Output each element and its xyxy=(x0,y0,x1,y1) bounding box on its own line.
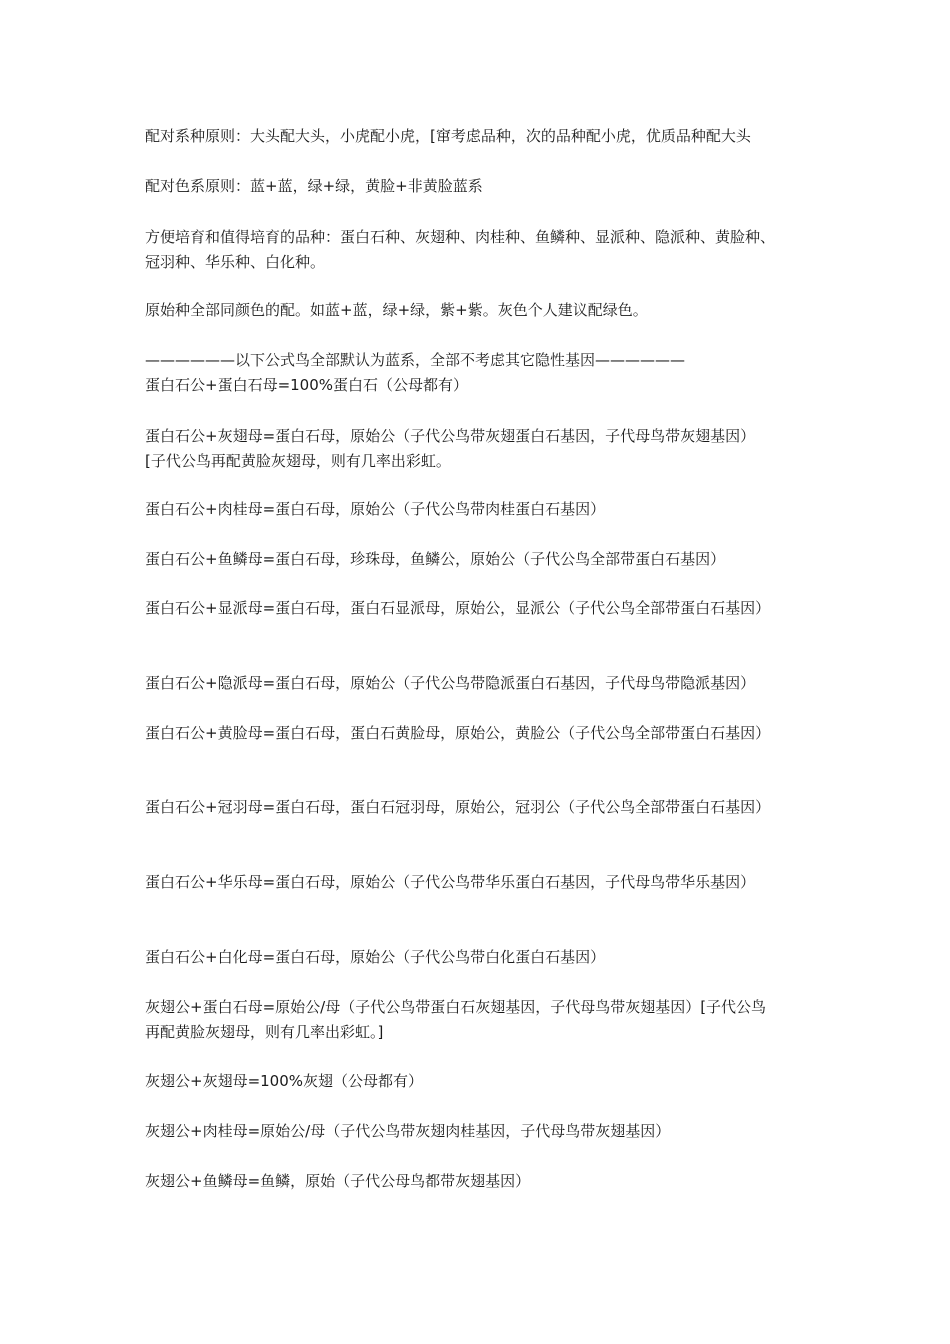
paragraph-line: 蛋白石公+肉桂母=蛋白石母，原始公（子代公鸟带肉桂蛋白石基因） xyxy=(145,500,606,518)
section-divider-heading: ——————以下公式鸟全部默认为蓝系，全部不考虑其它隐性基因—————— xyxy=(145,351,686,369)
paragraph-line: 蛋白石公+隐派母=蛋白石母，原始公（子代公鸟带隐派蛋白石基因，子代母鸟带隐派基因） xyxy=(145,674,756,692)
paragraph-line: 灰翅公+灰翅母=100%灰翅（公母都有） xyxy=(145,1072,424,1090)
paragraph-line: 冠羽种、华乐种、白化种。 xyxy=(145,253,326,271)
paragraph-line: 灰翅公+鱼鳞母=鱼鳞，原始（子代公母鸟都带灰翅基因） xyxy=(145,1172,531,1190)
paragraph-line: 蛋白石公+显派母=蛋白石母，蛋白石显派母，原始公，显派公（子代公鸟全部带蛋白石基因） xyxy=(145,599,771,617)
paragraph-line: 蛋白石公+黄脸母=蛋白石母，蛋白石黄脸母，原始公，黄脸公（子代公鸟全部带蛋白石基因） xyxy=(145,724,771,742)
paragraph-line: 灰翅公+蛋白石母=原始公/母（子代公鸟带蛋白石灰翅基因，子代母鸟带灰翅基因）[子代公鸟 xyxy=(145,998,767,1016)
paragraph-line: 配对色系原则：蓝+蓝，绿+绿，黄脸+非黄脸蓝系 xyxy=(145,177,483,195)
paragraph-line: 蛋白石公+华乐母=蛋白石母，原始公（子代公鸟带华乐蛋白石基因，子代母鸟带华乐基因） xyxy=(145,873,756,891)
paragraph-line: 原始种全部同颜色的配。如蓝+蓝，绿+绿，紫+紫。灰色个人建议配绿色。 xyxy=(145,301,648,319)
paragraph-line: 蛋白石公+白化母=蛋白石母，原始公（子代公鸟带白化蛋白石基因） xyxy=(145,948,606,966)
paragraph-line: 再配黄脸灰翅母，则有几率出彩虹。] xyxy=(145,1023,384,1041)
paragraph-line: [子代公鸟再配黄脸灰翅母，则有几率出彩虹。 xyxy=(145,452,451,470)
paragraph-line: 蛋白石公+鱼鳞母=蛋白石母，珍珠母，鱼鳞公，原始公（子代公鸟全部带蛋白石基因） xyxy=(145,550,726,568)
paragraph-line: 灰翅公+肉桂母=原始公/母（子代公鸟带灰翅肉桂基因，子代母鸟带灰翅基因） xyxy=(145,1122,671,1140)
paragraph-line: 蛋白石公+蛋白石母=100%蛋白石（公母都有） xyxy=(145,376,469,394)
paragraph-line: 配对系种原则：大头配大头，小虎配小虎，[窜考虑品种，次的品种配小虎，优质品种配大头 xyxy=(145,127,751,145)
paragraph-line: 方便培育和值得培育的品种：蛋白石种、灰翅种、肉桂种、鱼鳞种、显派种、隐派种、黄脸种、 xyxy=(145,228,776,246)
paragraph-line: 蛋白石公+灰翅母=蛋白石母，原始公（子代公鸟带灰翅蛋白石基因，子代母鸟带灰翅基因） xyxy=(145,427,756,445)
paragraph-line: 蛋白石公+冠羽母=蛋白石母，蛋白石冠羽母，原始公，冠羽公（子代公鸟全部带蛋白石基因） xyxy=(145,798,771,816)
